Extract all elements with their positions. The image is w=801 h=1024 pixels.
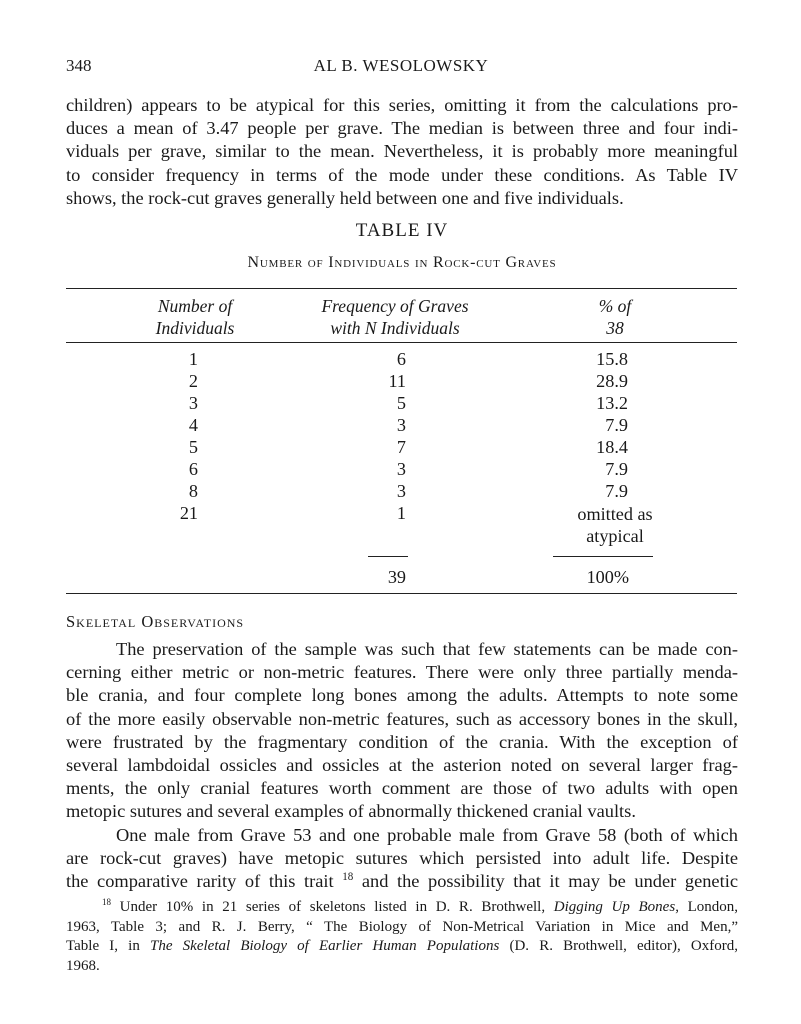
table-row xyxy=(0,349,801,371)
note-line: omitted as xyxy=(577,504,653,524)
table-title: TABLE IV xyxy=(355,220,449,241)
cell-number: 8 xyxy=(188,481,198,501)
col-header-line: Frequency of Graves xyxy=(321,296,469,316)
table-row xyxy=(0,459,801,481)
intro-paragraph xyxy=(66,94,738,210)
section-heading: Skeletal Observations xyxy=(66,612,245,631)
cell-percent: 13.2 xyxy=(596,393,628,413)
text-line: of the more easily observable non-metric features, such as accessory bones in the skull, xyxy=(66,708,738,729)
cell-frequency: 6 xyxy=(396,349,406,369)
text-line: duces a mean of 3.47 people per grave. The median is between three and four indi- xyxy=(66,118,738,139)
cell-frequency: 3 xyxy=(396,415,406,435)
text-run: the comparative rarity of this trait xyxy=(66,871,334,892)
cell-frequency: 11 xyxy=(388,371,406,391)
table-row-atypical xyxy=(0,503,801,547)
cell-percent: 18.4 xyxy=(596,437,628,457)
cell-percent: 7.9 xyxy=(605,481,628,501)
footnote-number: 18 xyxy=(102,897,111,907)
cell-frequency: 5 xyxy=(396,393,406,413)
footnote-line xyxy=(66,898,738,918)
col-header-line: % of xyxy=(598,296,632,316)
skeletal-paragraph-2 xyxy=(66,824,738,894)
table-row xyxy=(0,437,801,459)
cell-percent: 28.9 xyxy=(596,371,628,391)
table-bottom-rule xyxy=(66,593,737,594)
footnote-line: 1968. xyxy=(66,957,100,974)
running-head-author: AL B. WESOLOWSKY xyxy=(313,56,489,75)
col-header-line: Number of xyxy=(157,296,233,316)
cell-number: 2 xyxy=(188,371,198,391)
book-title: Digging Up Bones xyxy=(553,899,676,915)
cell-frequency: 3 xyxy=(396,481,406,501)
table-row xyxy=(0,481,801,503)
cell-frequency: 3 xyxy=(396,459,406,479)
cell-number: 5 xyxy=(188,437,198,457)
text-line: The preservation of the sample was such that few statements can be made con- xyxy=(116,639,738,659)
text-line: to consider frequency in terms of the mode under these conditions. As Table IV xyxy=(66,164,738,185)
text-line: cerning either metric or non-metric features. There were only three partially menda- xyxy=(66,662,738,683)
table-row xyxy=(0,415,801,437)
sum-rule-frequency xyxy=(368,556,408,557)
text-run: Table I, in xyxy=(66,938,151,954)
skeletal-paragraph-1 xyxy=(66,638,738,824)
total-percent: 100% xyxy=(586,567,629,587)
text-run: , London, xyxy=(675,899,738,915)
footnote-line xyxy=(66,937,738,957)
footnote-marker: 18 xyxy=(342,871,354,884)
table-header-rule xyxy=(66,342,737,343)
table-row xyxy=(0,393,801,415)
cell-percent: 15.8 xyxy=(596,349,628,369)
col-header-percent xyxy=(560,295,670,339)
table-top-rule xyxy=(66,288,737,289)
sum-rule-percent xyxy=(553,556,653,557)
cell-number: 4 xyxy=(188,415,198,435)
note-line: atypical xyxy=(586,526,644,546)
col-header-line: with N Individuals xyxy=(330,318,460,338)
col-header-line: 38 xyxy=(606,318,624,338)
text-line: shows, the rock-cut graves generally held between one and five individuals. xyxy=(66,187,624,208)
text-line: ble crania, and four complete long bones among the adults. Attempts to note some xyxy=(66,685,738,706)
cell-percent-note xyxy=(540,503,690,547)
table-caption: Number of Individuals in Rock-cut Graves xyxy=(247,254,557,271)
total-frequency: 39 xyxy=(387,567,406,587)
col-header-line: Individuals xyxy=(155,318,235,338)
cell-frequency: 1 xyxy=(396,503,406,523)
text-run: (D. R. Brothwell, editor), Oxford, xyxy=(499,938,738,954)
col-header-number xyxy=(120,295,270,339)
cell-percent: 7.9 xyxy=(605,459,628,479)
text-line: metopic sutures and several examples of abnormally thickened cranial vaults. xyxy=(66,801,636,822)
cell-number: 3 xyxy=(188,393,198,413)
text-line: children) appears to be atypical for this series, omitting it from the calculations pro- xyxy=(66,95,738,115)
footnote-line: 1963, Table 3; and R. J. Berry, “ The Biology of Non-Metrical Variation in Mice and Men,” xyxy=(66,918,738,935)
text-line: were frustrated by the fragmentary condition of the crania. With the exception of xyxy=(66,731,738,752)
cell-percent: 7.9 xyxy=(605,415,628,435)
cell-number: 21 xyxy=(179,503,198,523)
text-line: are rock-cut graves) have metopic sutures which persisted into adult life. Despite xyxy=(66,848,738,869)
cell-number: 1 xyxy=(188,349,198,369)
running-head xyxy=(66,56,736,80)
text-line: ments, the only cranial features worth comment are those of two adults with open xyxy=(66,778,738,799)
text-line: several lambdoidal ossicles and ossicles at the asterion noted on several larger frag- xyxy=(66,754,738,775)
book-title: The Skeletal Biology of Earlier Human Populations xyxy=(150,938,500,954)
text-line: viduals per grave, similar to the mean. Nevertheless, it is probably more meaningful xyxy=(66,141,738,162)
table-row xyxy=(0,371,801,393)
text-line: One male from Grave 53 and one probable male from Grave 58 (both of which xyxy=(116,825,738,845)
page-number: 348 xyxy=(66,56,92,75)
footnote xyxy=(66,898,738,976)
cell-number: 6 xyxy=(188,459,198,479)
table-totals-row xyxy=(0,567,801,589)
text-line xyxy=(66,870,738,893)
col-header-frequency xyxy=(290,295,500,339)
cell-frequency: 7 xyxy=(396,437,406,457)
text-run: and the possibility that it may be under genetic xyxy=(353,871,738,892)
text-run: Under 10% in 21 series of skeletons listed in D. R. Brothwell, xyxy=(111,899,554,915)
